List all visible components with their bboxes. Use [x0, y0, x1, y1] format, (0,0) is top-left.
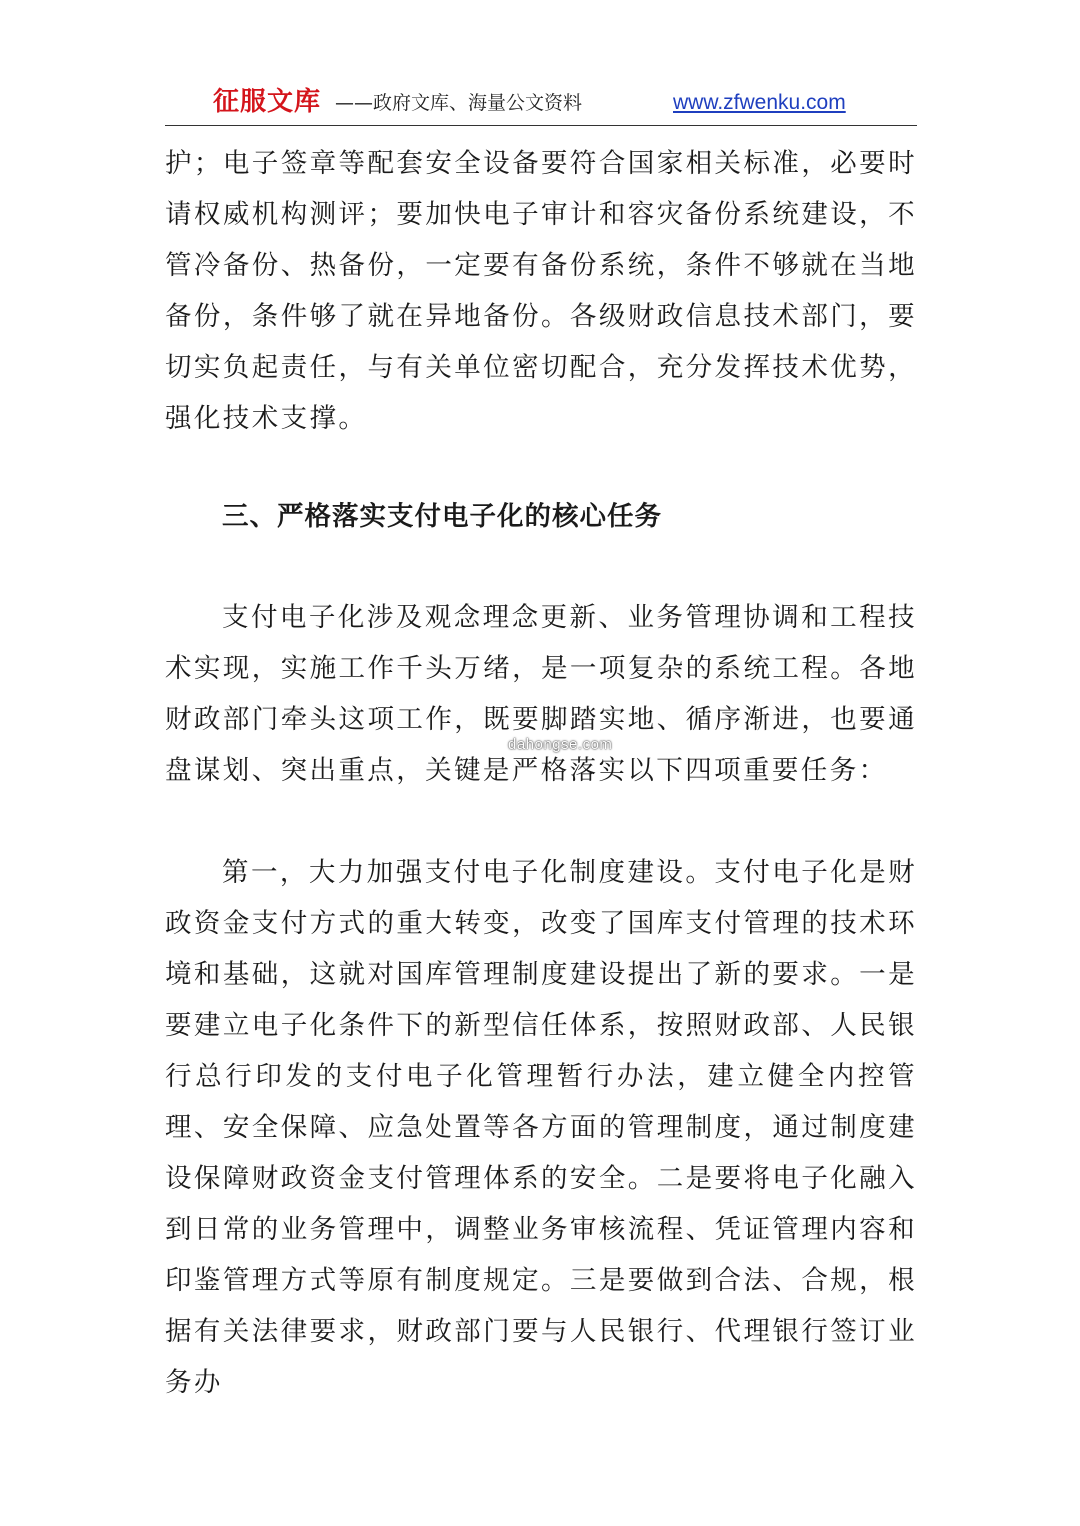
paragraph-intro: 支付电子化涉及观念理念更新、业务管理协调和工程技术实现，实施工作千头万绪，是一项复杂的系统工程。各地财政部门牵头这项工作，既要脚踏实地、循序渐进，也要通盘谋划、突出重点，关键是严格落实以下四项重要任务：: [165, 602, 917, 786]
section-heading: 三、严格落实支付电子化的核心任务: [222, 501, 662, 532]
brand-logo-text: 征服文库: [213, 87, 322, 117]
site-url-link[interactable]: www.zfwenku.com: [673, 91, 846, 114]
page-header: [165, 82, 917, 126]
paragraph-first-task: 第一，大力加强支付电子化制度建设。支付电子化是财政资金支付方式的重大转变，改变了国库支付管理的技术环境和基础，这就对国库管理制度建设提出了新的要求。一是要建立电子化条件下的新型信任体系，按照财政部、人民银行总行印发的支付电子化管理暂行办法，建立健全内控管理、安全保障、应急处置等各方面的管理制度，通过制度建设保障财政资金支付管理体系的安全。二是要将电子化融入到日常的业务管理中，调整业务审核流程、凭证管理内容和印鉴管理方式等原有制度规定。三是要做到合法、合规，根据有关法律要求，财政部门要与人民银行、代理银行签订业务办: [165, 857, 917, 1398]
header-tagline: ——政府文库、海量公文资料: [335, 92, 583, 114]
paragraph-continuation: 护；电子签章等配套安全设备要符合国家相关标准，必要时请权威机构测评；要加快电子审计和容灾备份系统建设，不管冷备份、热备份，一定要有备份系统，条件不够就在当地备份，条件够了就在异地备份。各级财政信息技术部门，要切实负起责任，与有关单位密切配合，充分发挥技术优势，强化技术支撑。: [165, 148, 917, 434]
header-divider: [165, 125, 917, 126]
watermark: dahongse.com: [508, 736, 613, 753]
